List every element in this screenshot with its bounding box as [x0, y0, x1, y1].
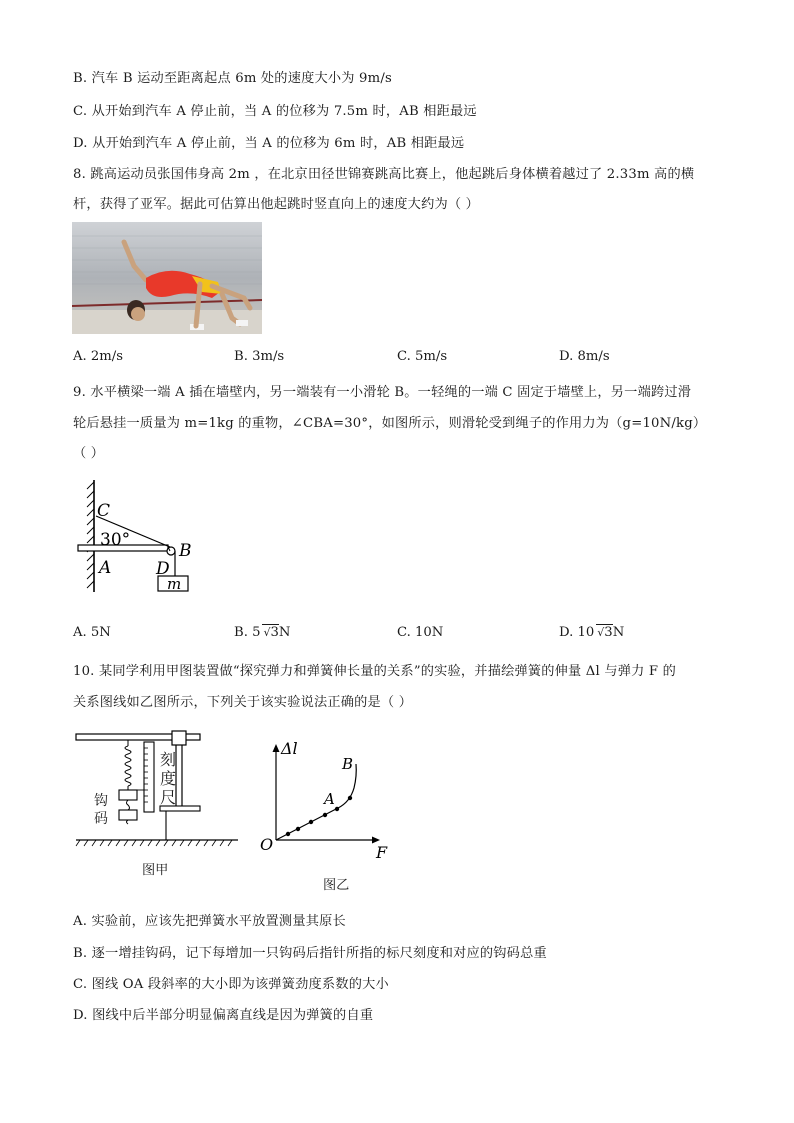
graph-point-B-label: B: [342, 755, 354, 773]
graph-x-axis-label: F: [376, 843, 388, 860]
q8-stem-line1: 8. 跳高运动员张国伟身高 2m ，在北京田径世锦赛跳高比赛上，他起跳后身体横着越过了 2.33m 高的横: [73, 167, 695, 182]
weight-label-2: 码: [94, 811, 108, 827]
q8-option-d: D. 8m/s: [559, 349, 610, 364]
q10-option-b: B. 逐一增挂钩码，记下每增加一只钩码后指针所指的标尺刻度和对应的钩码总重: [73, 946, 547, 961]
ruler-label-2: 度: [160, 769, 177, 788]
label-D: D: [156, 559, 170, 579]
q9-stem-line1: 9. 水平横梁一端 A 插在墙壁内，另一端装有一小滑轮 B。一轻绳的一端 C 固定于墙壁上，另一端跨过滑: [73, 385, 692, 400]
q8-option-b: B. 3m/s: [234, 349, 285, 364]
high-jump-illustration: [72, 222, 262, 334]
q9-option-c: C. 10N: [397, 625, 444, 640]
label-C: C: [97, 501, 111, 521]
q10-option-c: C. 图线 OA 段斜率的大小即为该弹簧劲度系数的大小: [73, 977, 389, 992]
figure-caption-right: 图乙: [323, 878, 350, 893]
spring-apparatus-figure: [74, 728, 244, 857]
q10-stem-line2: 关系图线如乙图所示，下列关于该实验说法正确的是（ ）: [73, 695, 413, 710]
q10-stem-line1: 10. 某同学利用甲图装置做“探究弹力和弹簧伸长量的关系”的实验，并描绘弹簧的伸量 Δl 与弹力 F 的: [73, 664, 677, 679]
q10-option-d: D. 图线中后半部分明显偏离直线是因为弹簧的自重: [73, 1008, 374, 1023]
graph-origin-label: O: [260, 835, 274, 854]
q9-stem-line2: 轮后悬挂一质量为 m=1kg 的重物，∠CBA=30°，如图所示，则滑轮受到绳子的作用力为（g=10N/kg）: [73, 416, 707, 431]
q9-pulley-diagram: [72, 478, 202, 607]
label-A: A: [99, 558, 112, 578]
high-jump-photo: [72, 222, 262, 334]
q9-option-a: A. 5N: [73, 625, 111, 640]
label-B: B: [179, 541, 192, 561]
q8-option-c: C. 5m/s: [397, 349, 448, 364]
q10-option-a: A. 实验前，应该先把弹簧水平放置测量其原长: [73, 914, 346, 929]
ruler-label-3: 尺: [160, 788, 177, 807]
label-angle: 30°: [100, 530, 131, 550]
q7-option-d: D. 从开始到汽车 A 停止前，当 A 的位移为 6m 时，AB 相距最远: [73, 136, 465, 151]
ruler-label-1: 刻: [160, 750, 177, 769]
q7-option-b: B. 汽车 B 运动至距离起点 6m 处的速度大小为 9m/s: [73, 71, 392, 86]
q9-option-b: B. 5 √3N: [234, 625, 291, 640]
label-m: m: [167, 575, 182, 593]
q8-stem-line2: 杆，获得了亚军。据此可估算出他起跳时竖直向上的速度大约为（ ）: [73, 197, 480, 212]
spring-graph-figure: [258, 736, 390, 864]
q9-option-d: D. 10 √3N: [559, 625, 625, 640]
figure-caption-left: 图甲: [142, 863, 169, 878]
q9-stem-line3: （ ）: [73, 446, 105, 461]
q7-option-c: C. 从开始到汽车 A 停止前，当 A 的位移为 7.5m 时，AB 相距最远: [73, 104, 477, 119]
weight-label-1: 钩: [94, 793, 108, 809]
graph-point-A-label: A: [324, 790, 335, 808]
graph-y-axis-label: Δl: [281, 739, 298, 758]
q8-option-a: A. 2m/s: [73, 349, 124, 364]
